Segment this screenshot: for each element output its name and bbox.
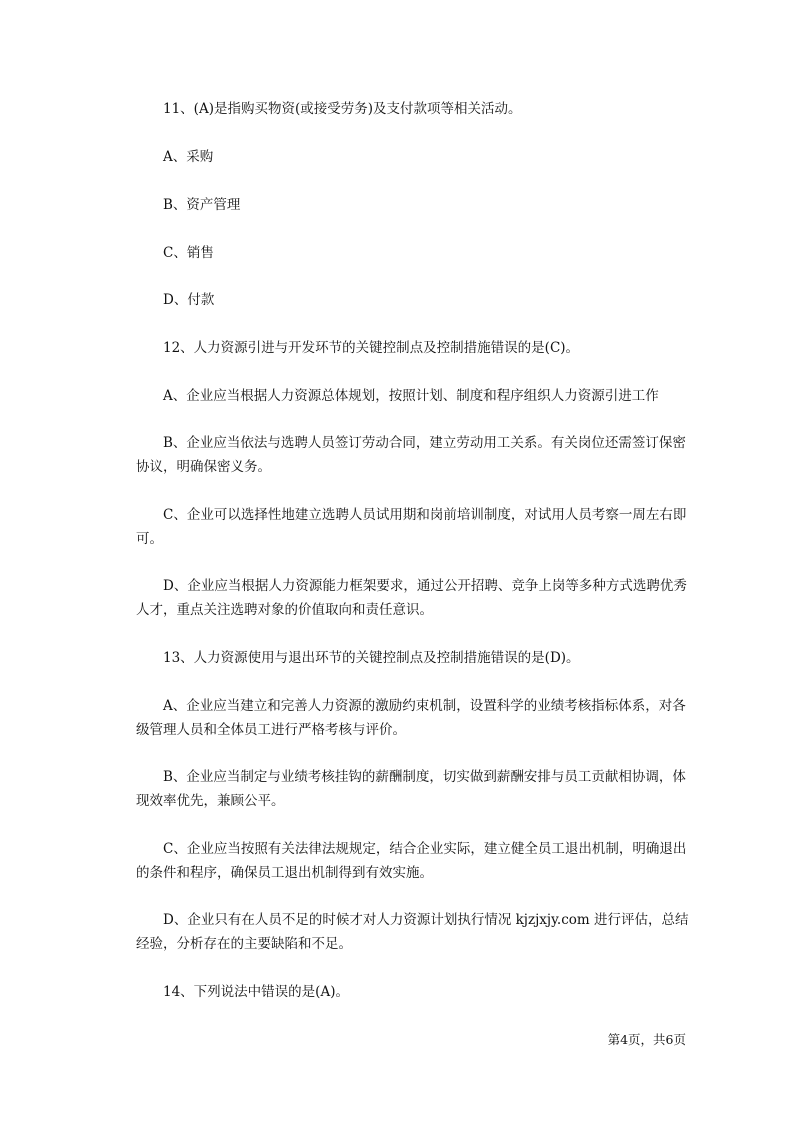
question-11-option-d: D、付款 (163, 292, 215, 308)
question-11-option-b: B、资产管理 (163, 197, 241, 213)
question-13-option-b: B、企业应当制定与业绩考核挂钩的薪酬制度，切实做到薪酬安排与员工贡献相协调，体现效率优先，兼顾公平。 (136, 769, 686, 809)
question-12: 12、人力资源引进与开发环节的关键控制点及控制措施错误的是(C)。 (163, 340, 580, 356)
question-11-option-a: A、采购 (163, 149, 214, 165)
question-13-option-d: D、企业只有在人员不足的时候才对人力资源计划执行情况 kjzjxjy.com 进行评估，总结经验，分析存在的主要缺陷和不足。 (136, 912, 689, 952)
question-12-option-b: B、企业应当依法与选聘人员签订劳动合同，建立劳动用工关系。有关岗位还需签订保密协议，明确保密义务。 (136, 435, 686, 475)
question-13: 13、人力资源使用与退出环节的关键控制点及控制措施错误的是(D)。 (163, 650, 580, 666)
question-11-option-c: C、销售 (163, 245, 214, 261)
question-12-option-c: C、企业可以选择性地建立选聘人员试用期和岗前培训制度，对试用人员考察一周左右即可。 (136, 507, 687, 547)
page-number: 第4页，共6页 (607, 1032, 686, 1047)
question-12-option-a: A、企业应当根据人力资源总体规划，按照计划、制度和程序组织人力资源引进工作 (163, 388, 659, 404)
question-13-option-a: A、企业应当建立和完善人力资源的激励约束机制，设置科学的业绩考核指标体系，对各级管理人员和全体员工进行严格考核与评价。 (136, 698, 686, 738)
question-12-option-d: D、企业应当根据人力资源能力框架要求，通过公开招聘、竞争上岗等多种方式选聘优秀人才，重点关注选聘对象的价值取向和责任意识。 (136, 578, 687, 618)
question-13-option-c: C、企业应当按照有关法律法规规定，结合企业实际，建立健全员工退出机制，明确退出的条件和程序，确保员工退出机制得到有效实施。 (136, 841, 687, 881)
question-14: 14、下列说法中错误的是(A)。 (163, 984, 349, 1000)
question-11: 11、(A)是指购买物资(或接受劳务)及支付款项等相关活动。 (163, 101, 522, 117)
